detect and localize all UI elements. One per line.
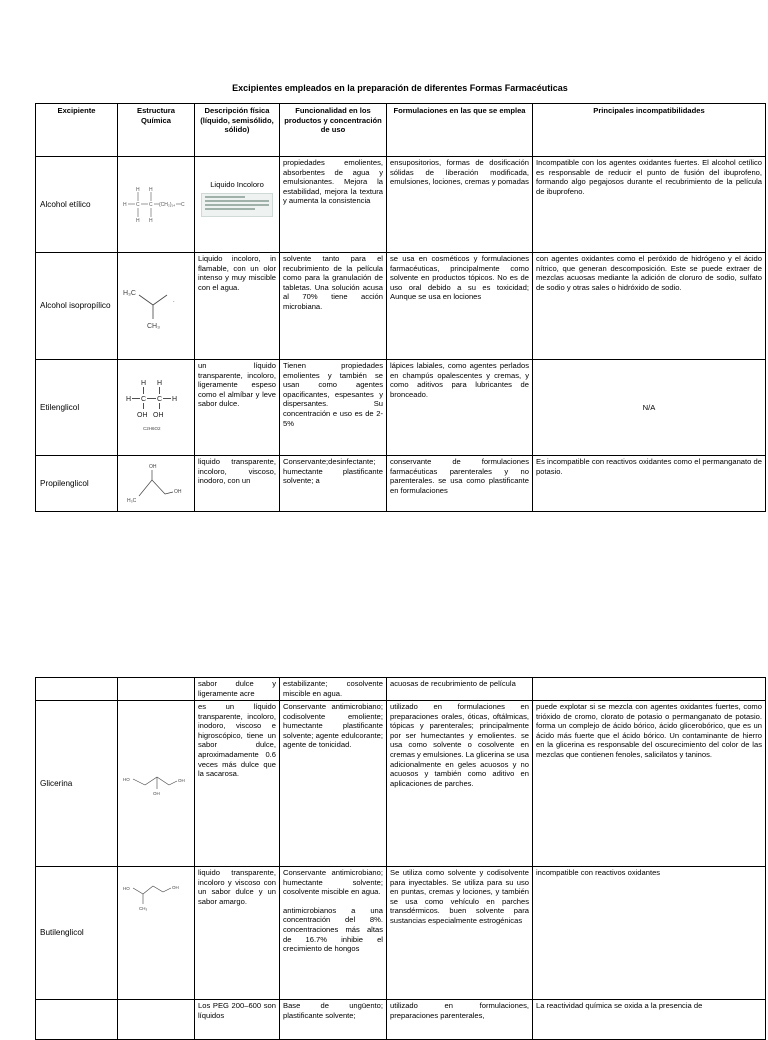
functionality-text: Conservante antimicrobiano; humectante solvente; cosolvente miscible en agua. — [283, 868, 383, 897]
svg-text:H: H — [141, 380, 147, 387]
functionality-cell — [280, 867, 387, 1000]
description-cell: sabor dulce y ligeramente acre — [195, 678, 280, 701]
table-row — [36, 701, 766, 867]
svg-text:OH: OH — [172, 885, 179, 890]
table-row — [36, 1000, 766, 1040]
formulations-cell: se usa en cosméticos y formulaciones farmacéuticas, principalmente como solvente en productos tópicos. No es de uso oral debido a su es toxicidad; Aunque se usa en lociones — [387, 253, 533, 360]
ethanol-structure-icon — [118, 157, 195, 253]
svg-text:C: C — [157, 396, 163, 403]
incompatibilities-cell: puede explotar si se mezcla con agentes oxidantes fuertes, como trióxido de cromo, clorato de potasio o permanganato de potasio. forma un complejo de ácido bórico, ácido glicerobórico, que es un ácido más fuerte que el ácido bórico. Un contaminante de hierro en la glicerina es responsable del oscurecimiento del color de las mezclas que contienen fenoles, salicilatos y taninos. — [533, 701, 766, 867]
excipient-name: Propilenglicol — [36, 456, 118, 512]
svg-text:OH: OH — [178, 778, 185, 783]
svg-text:H: H — [157, 380, 163, 387]
svg-text:C: C — [136, 202, 140, 208]
table-row — [36, 867, 766, 1000]
svg-text:H: H — [136, 187, 140, 193]
excipient-name — [36, 1000, 118, 1040]
incompatibilities-cell: Incompatible con los agentes oxidantes fuertes. El alcohol cetílico es responsable de reducir el punto de fusión del ibuprofeno, formando algo pegajosos durante el recubrimiento de la película de ibuprofeno. — [533, 157, 766, 253]
svg-text:C2H6O2: C2H6O2 — [143, 426, 161, 431]
header-incompatibilidades: Principales incompatibilidades — [533, 104, 766, 157]
functionality-cell: solvente tanto para el recubrimiento de la película como para la granulación de tabletas. Una solución acusa al 70% tiene acción microbiana. — [280, 253, 387, 360]
isopropanol-structure-icon — [118, 253, 195, 360]
svg-text:C: C — [181, 202, 185, 208]
propylene-glycol-structure-icon — [118, 456, 195, 512]
description-cell: un líquido transparente, incoloro, ligeramente espeso como el almíbar y leve sabor dulce. — [195, 360, 280, 456]
incompatibilities-cell: N/A — [533, 360, 766, 456]
functionality-cell: Conservante;desinfectante; humectante plastificante solvente; a — [280, 456, 387, 512]
description-cell: Los PEG 200–600 son líquidos — [195, 1000, 280, 1040]
svg-text:OH: OH — [137, 412, 148, 419]
functionality-cell: propiedades emolientes, absorbentes de agua y emulsionantes. Mejora la estabilidad, mejora la textura y aumenta la consistencia — [280, 157, 387, 253]
svg-text:(CH₂)₁₄: (CH₂)₁₄ — [159, 202, 176, 208]
svg-text:H: H — [136, 218, 140, 224]
excipient-name: Butilenglicol — [36, 867, 118, 1000]
header-excipiente: Excipiente — [36, 104, 118, 157]
incompatibilities-cell: La reactividad química se oxida a la presencia de — [533, 1000, 766, 1040]
excipients-table-continued — [35, 677, 766, 1040]
svg-text:.: . — [173, 297, 175, 304]
ethylene-glycol-structure-icon — [118, 360, 195, 456]
svg-text:H₃C: H₃C — [127, 498, 137, 504]
excipient-name: Glicerina — [36, 701, 118, 867]
formulations-cell: ensupositorios, formas de dosificación sólidas de liberación modificada, emulsiones, lociones, cremas y pomadas — [387, 157, 533, 253]
table-row — [36, 253, 766, 360]
svg-text:C: C — [149, 202, 153, 208]
svg-text:CH₃: CH₃ — [147, 322, 160, 330]
functionality-cell: Conservante antimicrobiano; codisolvente emoliente; humectante plastificante solvente; agente edulcorante; agente de tonicidad. — [280, 701, 387, 867]
description-cell: es un líquido transparente, incoloro, inodoro, viscoso e higroscópico, tiene un sabor dulce, aproximadamente 0.6 veces más dulce que la sacarosa. — [195, 701, 280, 867]
table-row — [36, 456, 766, 512]
excipient-name: Alcohol isopropílico — [36, 253, 118, 360]
table-row — [36, 157, 766, 253]
description-cell: liquido transparente, incoloro y viscoso con un sabor dulce y un sabor amargo. — [195, 867, 280, 1000]
incompatibilities-cell: Es incompatible con reactivos oxidantes como el permanganato de potasio. — [533, 456, 766, 512]
butylene-glycol-structure-icon — [118, 867, 195, 1000]
svg-text:CH₃: CH₃ — [139, 906, 148, 911]
formulations-cell: utilizado en formulaciones en preparaciones orales, óticas, oftálmicas, tópicas y parenterales; principalmente por ser humectantes y emolientes. se usa como solvente o cosolvente en cremas y emulsiones. La glicerina se usa adicionalmente en geles acuosos y no acuosos y también como aditivo en aplicaciones de parches. — [387, 701, 533, 867]
svg-text:H₃C: H₃C — [123, 289, 136, 297]
functionality-cell: estabilizante; cosolvente miscible en agua. — [280, 678, 387, 701]
formulations-cell: utilizado en formulaciones, preparaciones parenterales, — [387, 1000, 533, 1040]
excipient-name: Alcohol etílico — [36, 157, 118, 253]
svg-text:H: H — [126, 396, 132, 403]
header-funcionalidad: Funcionalidad en los productos y concentración de uso — [280, 104, 387, 157]
functionality-text: antimicrobianos a una concentración del 8%. concentraciones más altas de 16.7% inhibie el crecimiento de hongos — [283, 905, 383, 954]
svg-text:OH: OH — [153, 412, 164, 419]
description-cell: Liquido incoloro, in flamable, con un olor intenso y muy miscible con el agua. — [195, 253, 280, 360]
svg-text:HO: HO — [123, 886, 130, 891]
description-text: Liquido Incoloro — [210, 180, 264, 189]
svg-text:H: H — [172, 396, 178, 403]
svg-text:H: H — [149, 187, 153, 193]
svg-text:HO: HO — [123, 777, 130, 782]
svg-text:H: H — [123, 202, 127, 208]
svg-text:H: H — [149, 218, 153, 224]
formulations-cell: conservante de formulaciones farmacéuticas parenterales y no parenterales. se usa como plastificante en formulaciones — [387, 456, 533, 512]
header-estructura: Estructura Química — [118, 104, 195, 157]
formulations-cell: lápices labiales, como agentes perlados en champús opalescentes y cremas, y como aditivos para lubricantes de bronceado. — [387, 360, 533, 456]
table-row — [36, 360, 766, 456]
glycerin-structure-icon — [118, 701, 195, 867]
excipient-name: Etilenglicol — [36, 360, 118, 456]
header-descripcion: Descripción física (líquido, semisólido, sólido) — [195, 104, 280, 157]
svg-text:OH: OH — [174, 489, 182, 495]
description-cell — [195, 157, 280, 253]
page-title: Excipientes empleados en la preparación de diferentes Formas Farmacéuticas — [232, 83, 568, 93]
svg-text:C: C — [141, 396, 147, 403]
description-cell: liquido transparente, incoloro, viscoso, inodoro, con un — [195, 456, 280, 512]
formulations-cell: Se utiliza como solvente y codisolvente para inyectables. Se utiliza para su uso en puntas, cremas y lociones, y también se usa como vehículo en parches transdérmicos. buen solvente para sustancias especialmente estrogénicas — [387, 867, 533, 1000]
svg-text:OH: OH — [153, 791, 160, 796]
incompatibilities-cell: incompatible con reactivos oxidantes — [533, 867, 766, 1000]
table-thumbnail-icon — [201, 193, 273, 217]
excipients-table — [35, 103, 766, 512]
table-row — [36, 678, 766, 701]
formulations-cell: acuosas de recubrimiento de película — [387, 678, 533, 701]
functionality-cell: Base de ungüento; plastificante solvente; — [280, 1000, 387, 1040]
incompatibilities-cell: con agentes oxidantes como el peróxido de hidrógeno y el ácido nítrico, que generan descomposición. Este se puede extraer de mezclas acuosas mediante la adición de cloruro de sodio, sulfato de sodio y otras sales o hidróxido de sodio. — [533, 253, 766, 360]
header-formulaciones: Formulaciones en las que se emplea — [387, 104, 533, 157]
svg-text:OH: OH — [149, 464, 157, 470]
functionality-cell: Tienen propiedades emolientes y también se usan como agentes opacificantes, espesantes y dispersantes. Su concentración e uso es de 2-5% — [280, 360, 387, 456]
